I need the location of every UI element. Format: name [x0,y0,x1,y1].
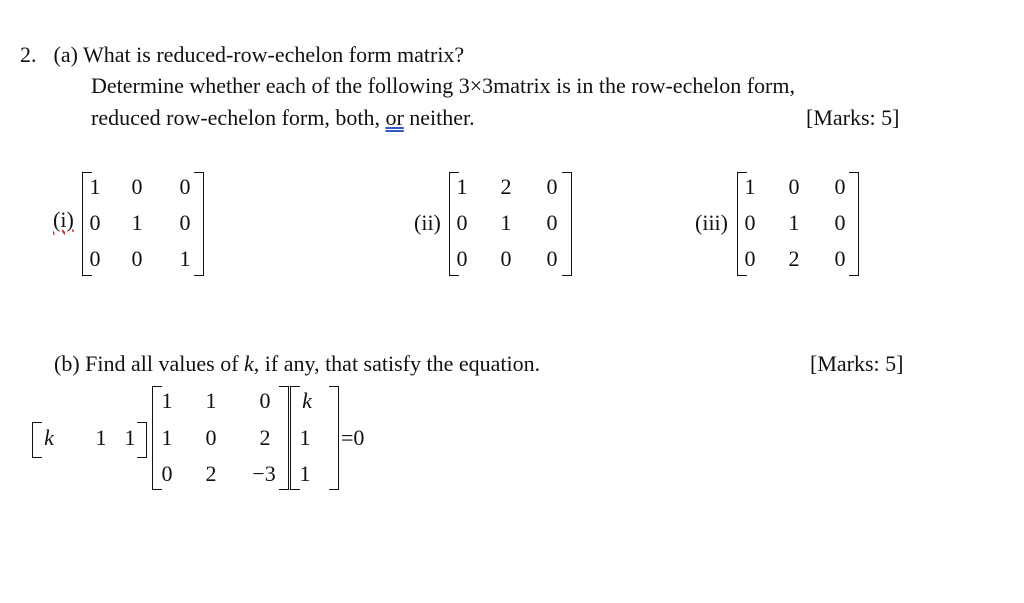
coef-matrix-cell: 0 [259,388,271,413]
part-a-line2-post: matrix is in the row-echelon form, [493,73,795,98]
coef-matrix-cell: −3 [252,461,276,486]
matrix-i-label: (i) [53,207,74,232]
matrix-i-cell: 0 [131,174,143,199]
part-a-label: (a) [53,42,78,67]
matrix-ii-cell: 0 [546,174,558,199]
matrix-iii-cell: 0 [744,246,756,271]
matrix-iii-cell: 0 [834,210,846,235]
part-b-k: k [244,351,254,376]
matrix-dimension: 3×3 [458,73,494,98]
matrix-iii-cell: 0 [834,246,846,271]
part-a-line1: What is reduced-row-echelon form matrix? [83,42,465,67]
matrix-iii-cell: 0 [834,174,846,199]
part-b-text-pre: (b) Find all values of [54,351,245,376]
matrix-i-cell: 1 [179,246,191,271]
matrix-ii-cell: 1 [456,174,468,199]
col-vector-cell: 1 [299,425,311,450]
coef-matrix-cell: 1 [205,388,217,413]
matrix-i-cell: 1 [89,174,101,199]
coef-matrix-cell: 0 [161,461,173,486]
question-line-2 [91,73,795,99]
matrix-ii-cell: 1 [500,210,512,235]
matrix-ii-cell: 2 [500,174,512,199]
row-vector-cell: k [44,425,54,450]
row-vector-cell: 1 [95,425,107,450]
matrix-i-cell: 0 [179,210,191,235]
col-vector-right-bracket [329,386,339,490]
question-line-3 [91,105,475,131]
or-word: or [385,105,404,130]
matrix-i-cell: 0 [89,246,101,271]
coef-matrix-cell: 1 [161,425,173,450]
matrix-ii-cell: 0 [456,210,468,235]
matrix-ii-cell: 0 [546,246,558,271]
matrix-i-cell: 0 [131,246,143,271]
part-a-line3-pre: reduced row-echelon form, both, [91,105,386,130]
part-b-marks: [Marks: 5] [810,351,904,376]
matrix-iii-cell: 1 [744,174,756,199]
question-line-1 [20,42,464,68]
matrix-ii-cell: 0 [500,246,512,271]
part-b-text [54,351,540,377]
equals-zero: =0 [341,425,365,450]
matrix-iii-cell: 0 [744,210,756,235]
question-number: 2. [20,42,37,67]
matrix-ii-cell: 0 [546,210,558,235]
part-a-line3-post: neither. [403,105,475,130]
part-a-marks: [Marks: 5] [806,105,900,130]
row-vector-cell: 1 [124,425,136,450]
coef-matrix-cell: 2 [205,461,217,486]
col-vector-cell: k [302,388,312,413]
coef-matrix-cell: 0 [205,425,217,450]
coef-matrix-cell: 2 [259,425,271,450]
matrix-iii-label: (iii) [695,210,728,235]
matrix-i-cell: 0 [179,174,191,199]
matrix-ii-cell: 0 [456,246,468,271]
matrix-i-cell: 0 [89,210,101,235]
matrix-iii-cell: 2 [788,246,800,271]
matrix-iii-cell: 1 [788,210,800,235]
col-vector-cell: 1 [299,461,311,486]
part-a-line2-pre: Determine whether each of the following [91,73,459,98]
part-b-text-post: , if any, that satisfy the equation. [253,351,541,376]
matrix-iii-cell: 0 [788,174,800,199]
coef-matrix-cell: 1 [161,388,173,413]
matrix-ii-label: (ii) [414,210,441,235]
matrix-i-cell: 1 [131,210,143,235]
